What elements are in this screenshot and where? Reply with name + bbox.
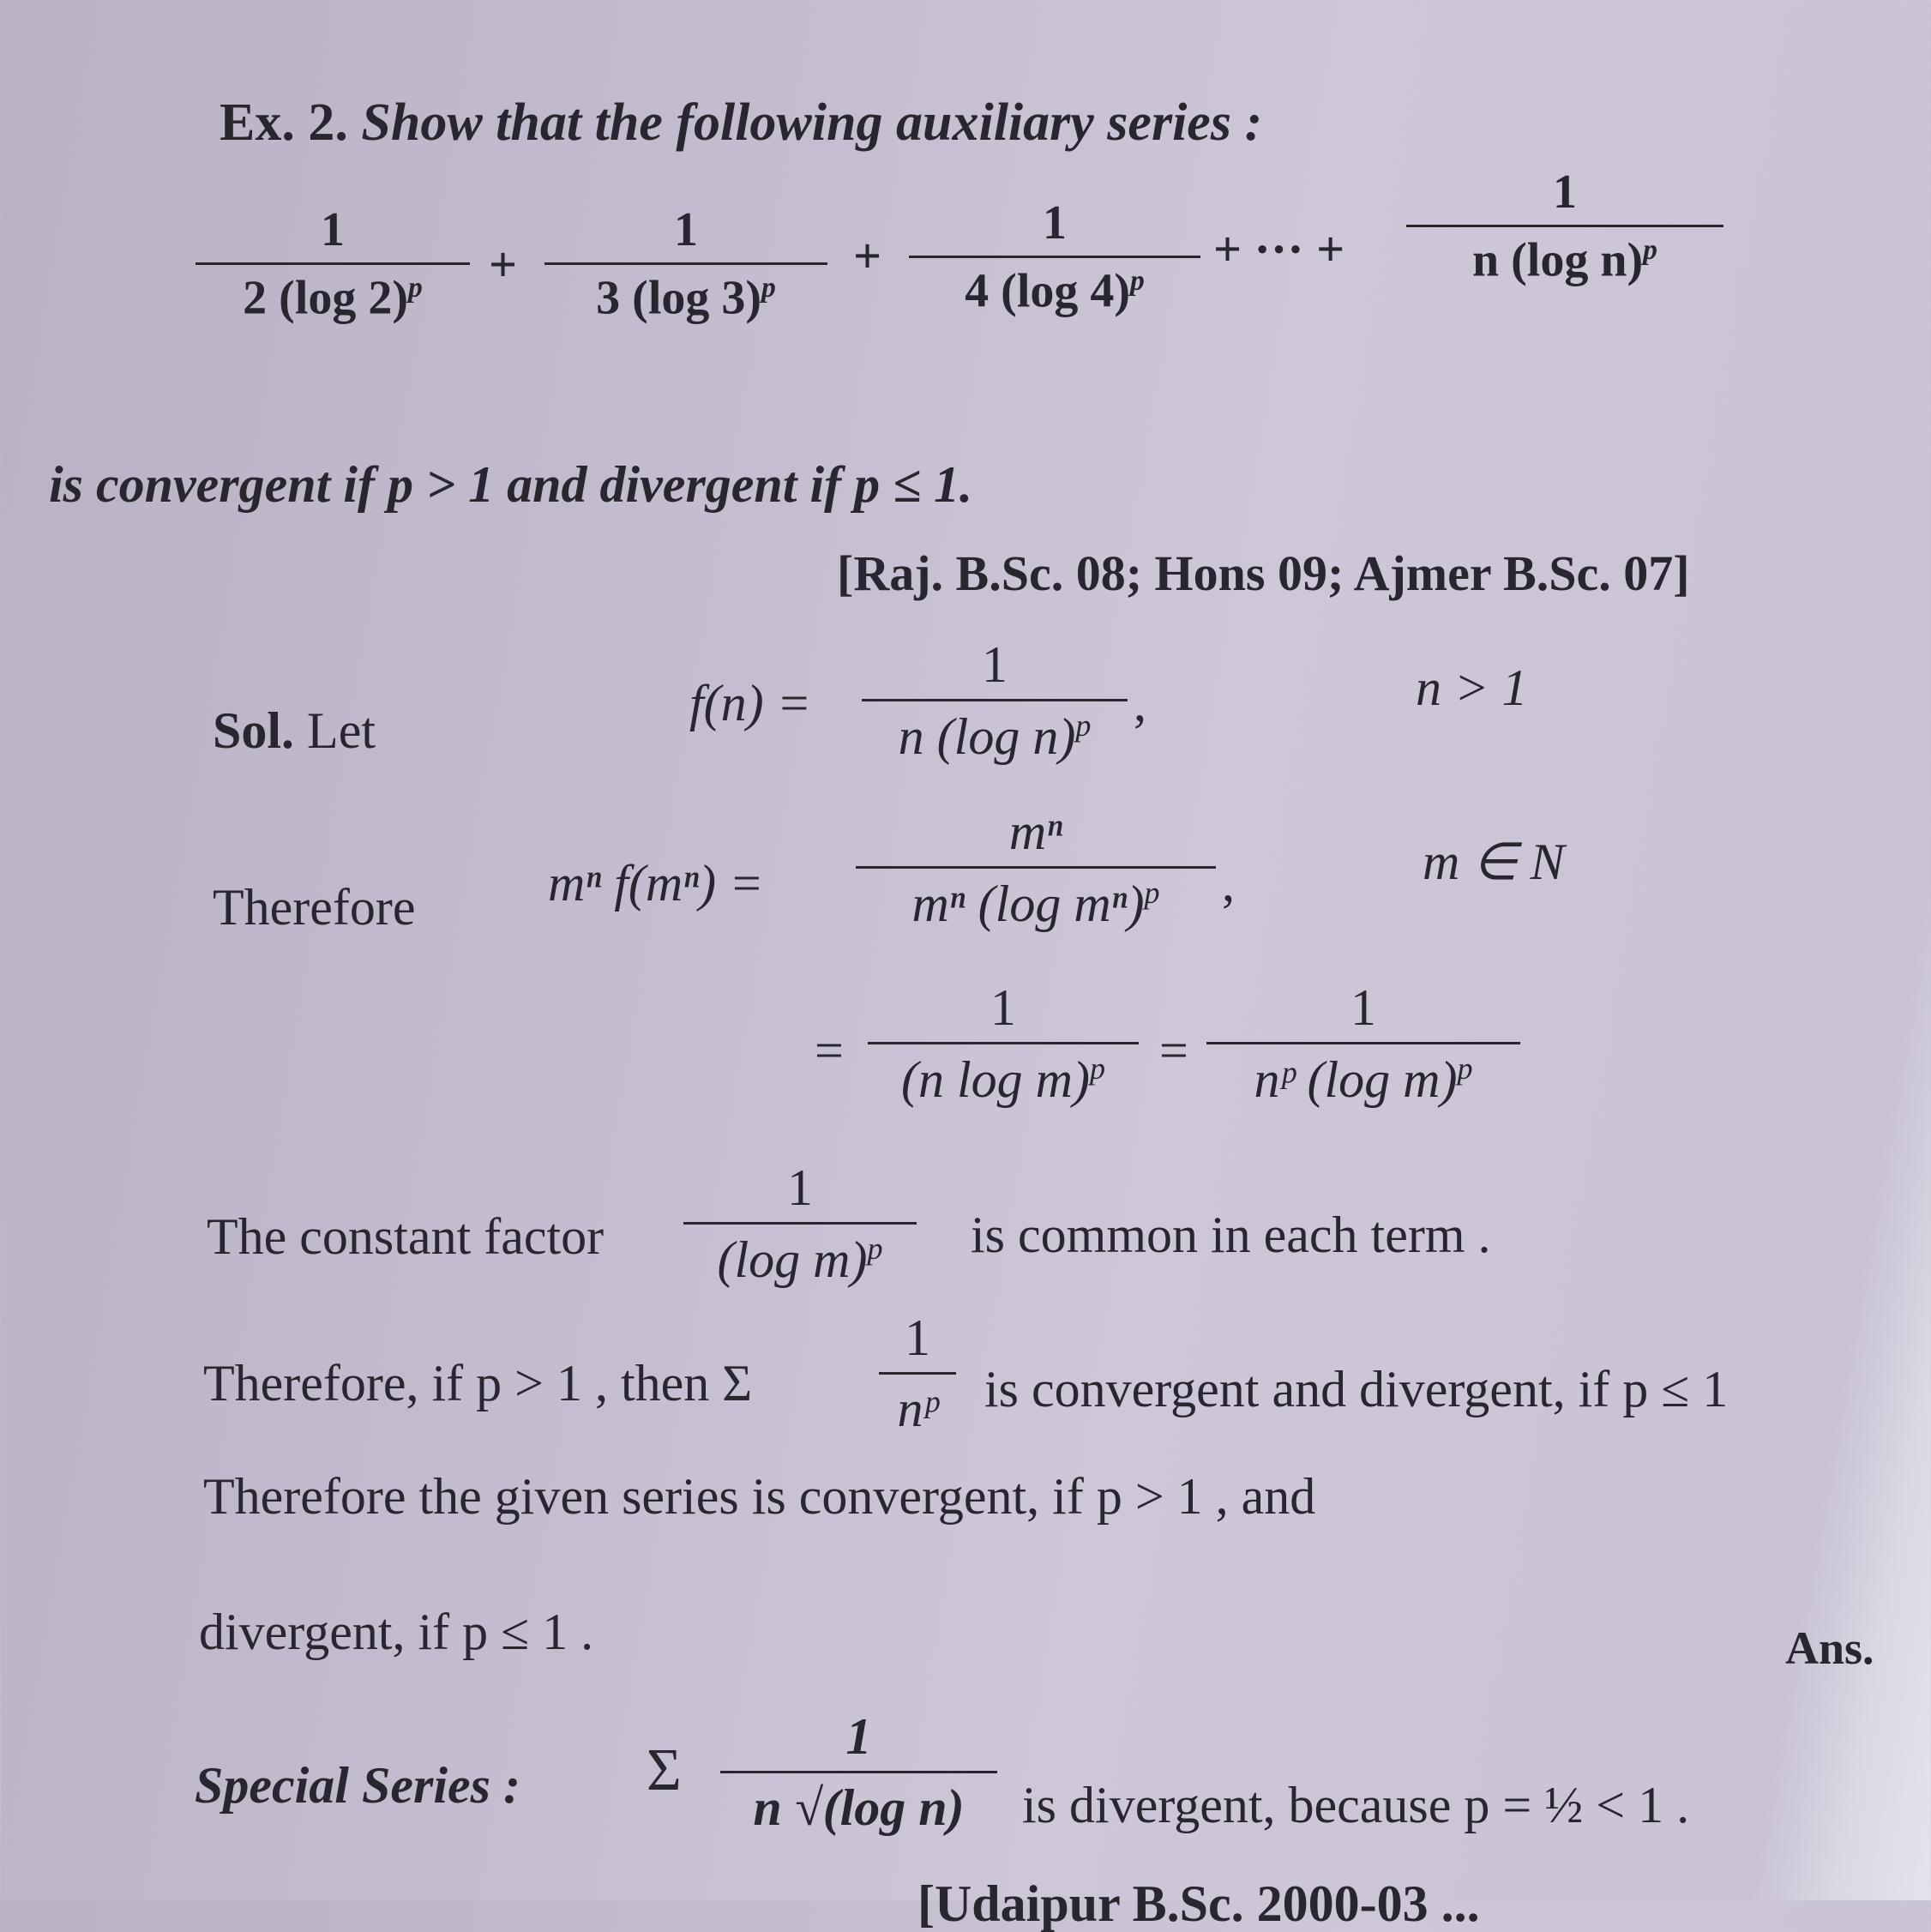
numerator: 1: [1350, 979, 1376, 1036]
reference-text: [Raj. B.Sc. 08; Hons 09; Ajmer B.Sc. 07]: [837, 545, 1690, 601]
denominator: nᵖ: [897, 1381, 938, 1437]
equals-sign: =: [1159, 1022, 1188, 1079]
comma: ,: [1134, 675, 1146, 731]
special-series-label: Special Series :: [195, 1757, 520, 1814]
fn-lhs: f(n) =: [689, 675, 812, 731]
denominator: (log m): [717, 1231, 868, 1288]
constant-factor-fraction: [683, 1159, 917, 1288]
line2-pre: Therefore, if p > 1 , then Σ: [203, 1355, 753, 1411]
mf-condition: m ∈ N: [1423, 834, 1565, 890]
series-term-1: [196, 203, 470, 325]
numerator: 1: [990, 979, 1016, 1036]
ellipsis-plus: + ··· +: [1213, 221, 1345, 277]
line4: divergent, if p ≤ 1 .: [199, 1604, 594, 1660]
exponent: p: [1089, 1051, 1105, 1086]
mf-denominator: mⁿ (log mⁿ): [911, 876, 1145, 932]
fn-fraction: [862, 636, 1128, 765]
sigma-symbol: Σ: [647, 1737, 682, 1803]
constant-factor-post: is common in each term .: [971, 1207, 1491, 1263]
term-numerator: 1: [1043, 196, 1067, 250]
line2-fraction: [879, 1309, 956, 1437]
exponent: p: [1075, 708, 1092, 743]
term-numerator: 1: [321, 203, 345, 256]
condition-text: is convergent if p > 1 and divergent if p ≤ 1.: [49, 456, 973, 513]
special-post: is divergent, because p = ½ < 1 .: [1022, 1777, 1690, 1833]
numerator: 1: [905, 1309, 930, 1366]
sol-word: Sol.: [213, 702, 295, 759]
line2-post: is convergent and divergent, if p ≤ 1: [984, 1361, 1729, 1417]
exponent: p: [1144, 876, 1160, 910]
term-denominator: 2 (log 2): [243, 271, 409, 325]
footer-reference: [Udaipur B.Sc. 2000-03 ...: [917, 1875, 1480, 1932]
exponent: p: [1457, 1051, 1473, 1086]
numerator: 1: [787, 1159, 813, 1216]
plus-sign: +: [853, 228, 882, 284]
denominator: (n log m): [901, 1051, 1090, 1108]
fn-numerator: 1: [982, 636, 1008, 693]
series-term-2: [544, 203, 827, 325]
simplified-fraction-2: [1206, 979, 1520, 1108]
denominator: nᵖ (log m): [1254, 1051, 1458, 1108]
term-denominator: 4 (log 4): [965, 264, 1131, 318]
let-word: Let: [307, 702, 376, 759]
mf-fraction: [856, 803, 1216, 932]
exercise-statement: Show that the following auxiliary series :: [361, 93, 1263, 152]
series-term-n: [1406, 168, 1723, 285]
exponent: p: [867, 1231, 883, 1266]
term-numerator: 1: [674, 203, 698, 256]
term-exponent: p: [1130, 265, 1145, 297]
term-exponent: p: [1643, 234, 1657, 266]
plus-sign: +: [489, 237, 518, 292]
special-fraction: [720, 1708, 997, 1836]
equals-sign: =: [815, 1022, 844, 1079]
line3: Therefore the given series is convergent, if p > 1 , and: [203, 1468, 1316, 1525]
exercise-heading: [220, 93, 1263, 152]
fn-denominator: n (log n): [898, 708, 1076, 765]
constant-factor-pre: The constant factor: [207, 1208, 605, 1265]
mf-lhs: mⁿ f(mⁿ) =: [548, 855, 764, 912]
term-exponent: p: [761, 272, 776, 304]
term-exponent: p: [408, 272, 423, 304]
series-term-3: [909, 196, 1200, 318]
simplified-fraction-1: [868, 979, 1139, 1108]
denominator: n √(log n): [753, 1779, 965, 1836]
comma: ,: [1222, 855, 1235, 912]
numerator: 1: [845, 1708, 872, 1765]
term-numerator: 1: [1553, 166, 1577, 219]
therefore-label: Therefore: [213, 879, 416, 936]
term-denominator: n (log n): [1472, 233, 1644, 287]
mf-numerator: mⁿ: [1008, 803, 1063, 860]
exercise-label: Ex. 2.: [220, 93, 348, 152]
fn-condition: n > 1: [1416, 659, 1528, 716]
ans-label: Ans.: [1785, 1622, 1874, 1674]
term-denominator: 3 (log 3): [596, 271, 762, 325]
sol-label: [213, 702, 376, 759]
